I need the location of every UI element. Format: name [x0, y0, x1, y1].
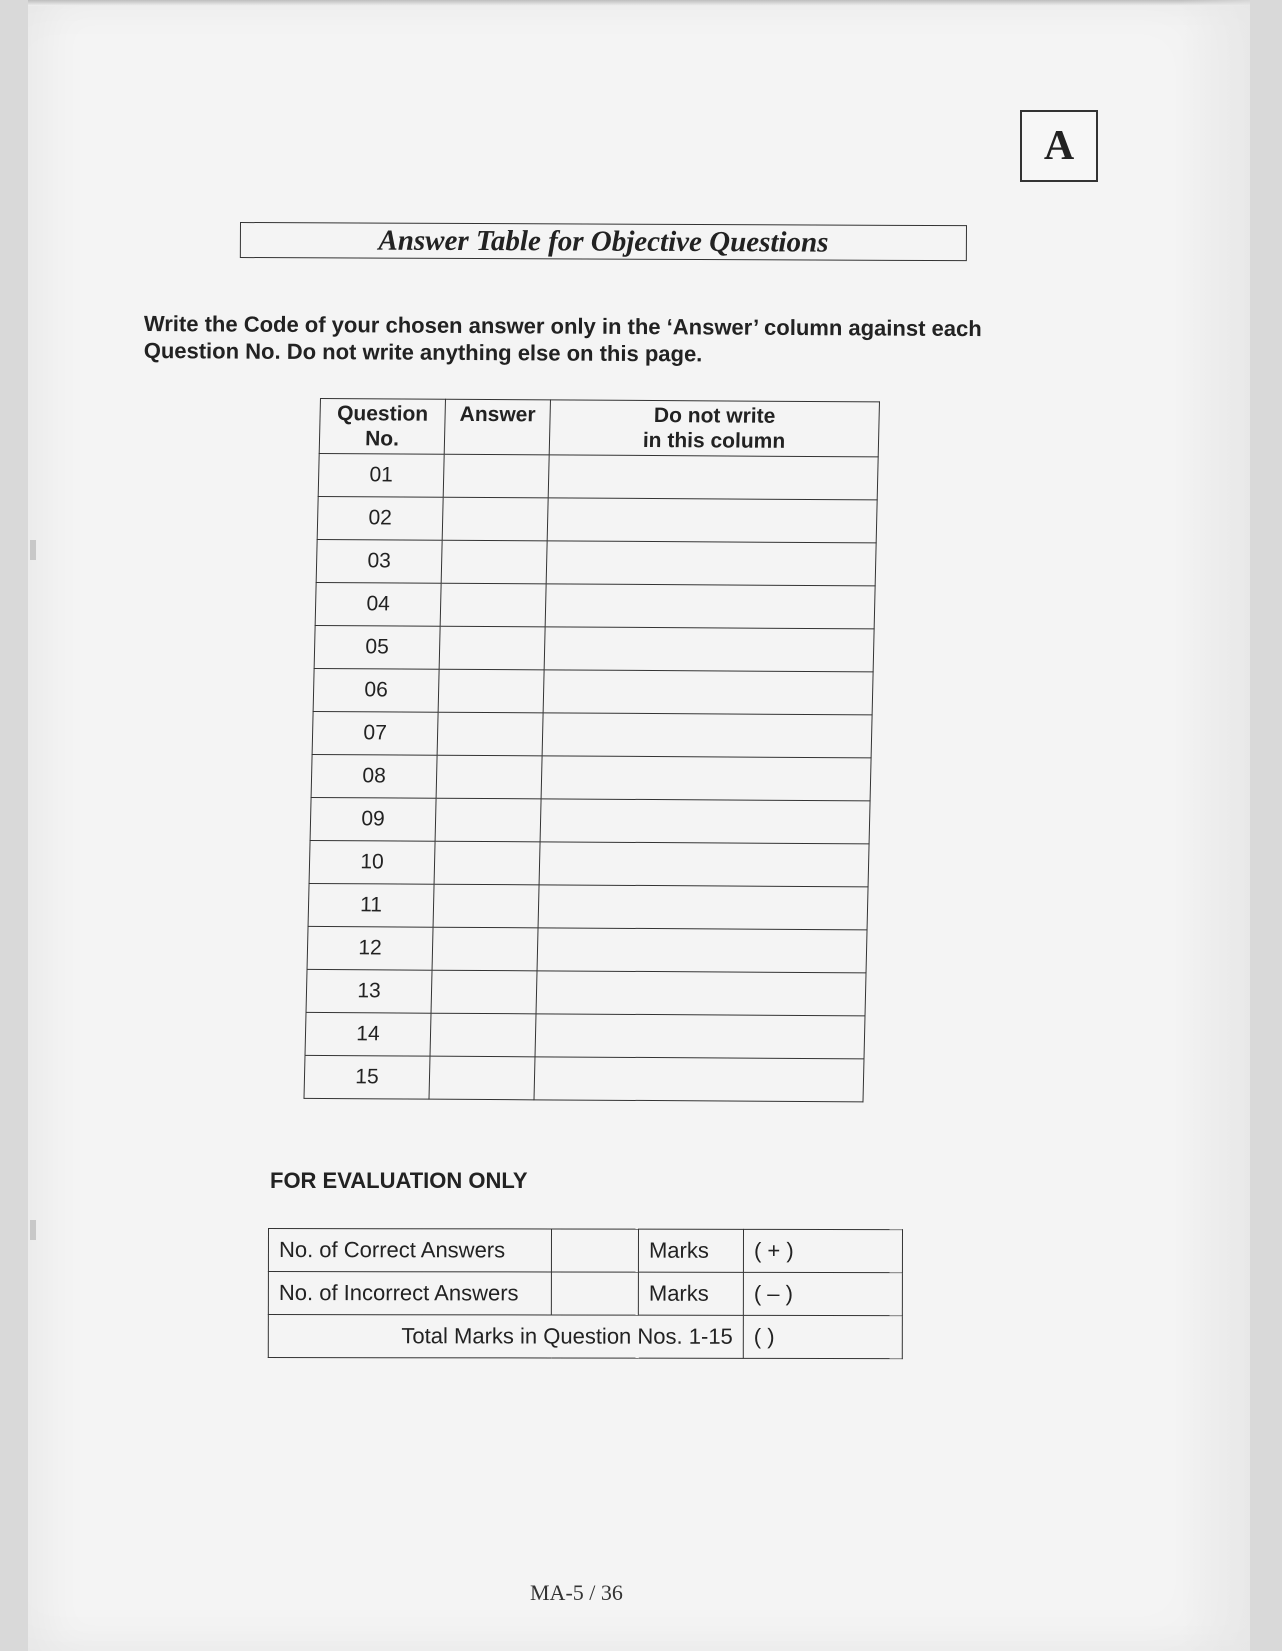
answer-cell[interactable]	[442, 497, 548, 541]
do-not-write-cell	[546, 541, 876, 586]
do-not-write-cell	[545, 584, 875, 629]
question-number: 04	[315, 582, 441, 626]
answer-cell[interactable]	[430, 1013, 536, 1057]
question-number: 12	[307, 926, 433, 970]
instructions-text: Write the Code of your chosen answer only in the ‘Answer’ column against each Question No. Do not write anything else on this page.	[143, 310, 982, 367]
do-not-write-cell	[540, 799, 870, 844]
do-not-write-cell	[535, 1014, 865, 1059]
total-marks-cell[interactable]: ( )	[743, 1315, 902, 1358]
page-footer: MA-5 / 36	[530, 1580, 623, 1605]
answer-cell[interactable]	[431, 970, 537, 1014]
question-number: 05	[314, 625, 440, 669]
correct-marks-label: Marks	[638, 1229, 743, 1272]
answer-cell[interactable]	[443, 454, 549, 498]
answer-table-row	[312, 711, 872, 757]
do-not-write-cell	[543, 670, 873, 715]
evaluation-table	[268, 1228, 903, 1359]
eval-row-incorrect	[268, 1272, 902, 1316]
question-number: 06	[313, 668, 439, 712]
answer-cell[interactable]	[432, 927, 538, 971]
plus-marks-cell[interactable]: ( + )	[743, 1229, 902, 1272]
question-number: 07	[312, 711, 438, 755]
question-number: 14	[305, 1012, 431, 1056]
answer-table-row	[308, 883, 868, 929]
evaluation-heading: FOR EVALUATION ONLY	[270, 1168, 528, 1193]
answer-table	[303, 398, 880, 1102]
version-code: A	[1043, 123, 1075, 169]
question-number: 15	[304, 1055, 430, 1099]
header-do-not-write: Do not write in this column	[549, 400, 879, 457]
answer-cell[interactable]	[434, 841, 540, 885]
answer-cell[interactable]	[435, 798, 541, 842]
eval-row-correct	[268, 1229, 902, 1273]
do-not-write-cell	[547, 498, 877, 543]
answer-table-row	[310, 797, 870, 843]
version-code-box	[1020, 110, 1098, 182]
page-top-edge	[28, 0, 1250, 6]
answer-cell[interactable]	[436, 755, 542, 799]
page-title: Answer Table for Objective Questions	[378, 224, 829, 259]
do-not-write-cell	[542, 713, 872, 758]
question-number: 02	[317, 496, 443, 540]
answer-table-row	[307, 926, 867, 972]
do-not-write-cell	[539, 842, 869, 887]
answer-cell[interactable]	[438, 669, 544, 713]
do-not-write-cell	[534, 1057, 864, 1102]
answer-cell[interactable]	[440, 583, 546, 627]
answer-table-row	[318, 453, 878, 499]
do-not-write-cell	[536, 971, 866, 1016]
answer-table-row	[304, 1055, 864, 1101]
question-number: 10	[309, 840, 435, 884]
correct-answers-count-cell[interactable]	[551, 1229, 638, 1272]
question-number: 01	[318, 453, 444, 497]
page-title-box	[240, 222, 967, 261]
incorrect-marks-label: Marks	[638, 1272, 743, 1315]
incorrect-answers-label: No. of Incorrect Answers	[268, 1272, 551, 1315]
answer-table-row	[317, 496, 877, 542]
total-marks-label: Total Marks in Question Nos. 1-15	[268, 1315, 743, 1359]
answer-table-row	[305, 1012, 865, 1058]
answer-cell[interactable]	[437, 712, 543, 756]
answer-table-row	[314, 625, 874, 671]
correct-answers-label: No. of Correct Answers	[268, 1229, 551, 1272]
header-answer: Answer	[444, 399, 550, 455]
answer-table-row	[311, 754, 871, 800]
question-number: 09	[310, 797, 436, 841]
do-not-write-cell	[548, 455, 878, 500]
answer-cell[interactable]	[433, 884, 539, 928]
answer-table-row	[309, 840, 869, 886]
page-right-edge	[1180, 0, 1250, 1651]
answer-table-body	[304, 453, 878, 1101]
do-not-write-cell	[544, 627, 874, 672]
answer-cell[interactable]	[439, 626, 545, 670]
answer-cell[interactable]	[429, 1056, 535, 1100]
answer-table-header-row	[319, 399, 879, 457]
incorrect-answers-count-cell[interactable]	[551, 1272, 638, 1315]
header-question-no: Question No.	[319, 399, 445, 455]
answer-cell[interactable]	[441, 540, 547, 584]
answer-table-row	[313, 668, 873, 714]
answer-table-row	[315, 582, 875, 628]
question-number: 08	[311, 754, 437, 798]
question-number: 03	[316, 539, 442, 583]
eval-row-total	[268, 1315, 902, 1359]
question-number: 11	[308, 883, 434, 927]
minus-marks-cell[interactable]: ( – )	[743, 1272, 902, 1315]
binding-mark	[30, 540, 36, 560]
do-not-write-cell	[541, 756, 871, 801]
do-not-write-cell	[537, 928, 867, 973]
do-not-write-cell	[538, 885, 868, 930]
answer-table-row	[306, 969, 866, 1015]
question-number: 13	[306, 969, 432, 1013]
binding-mark	[30, 1220, 36, 1240]
answer-table-row	[316, 539, 876, 585]
